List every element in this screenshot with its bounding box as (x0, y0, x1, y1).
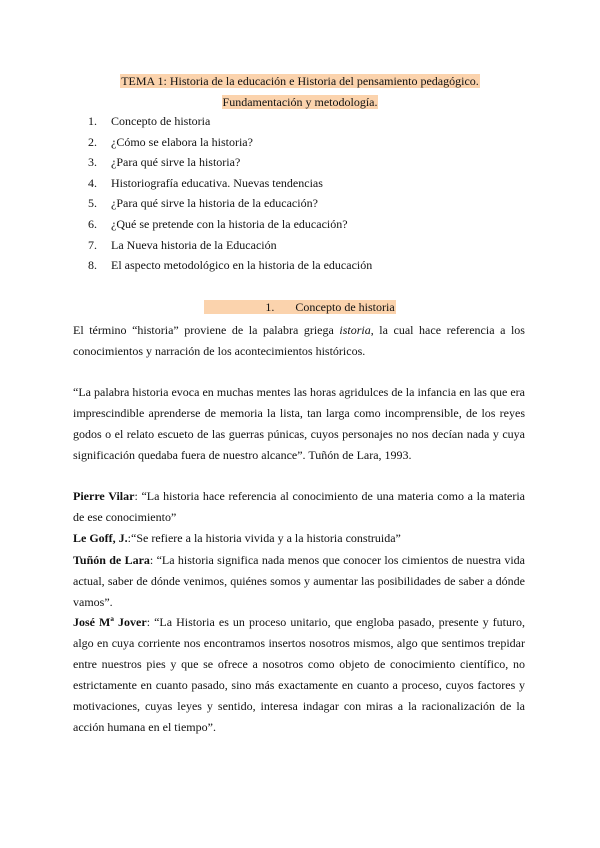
author-name: Pierre Vilar (73, 489, 135, 503)
author-name: José Mª Jover (73, 615, 147, 629)
author-name: Tuñón de Lara (73, 553, 150, 567)
greek-term: istoria (339, 323, 371, 337)
table-of-contents (88, 111, 372, 276)
toc-item: 3. ¿Para qué sirve la historia? (88, 155, 241, 170)
toc-item: 4. Historiografía educativa. Nuevas tendencias (88, 175, 323, 190)
toc-item: 8. El aspecto metodológico en la historia de la educación (88, 258, 373, 273)
section-number: 1. (265, 300, 275, 314)
section-heading (0, 297, 600, 318)
title-line-2: Fundamentación y metodología. (222, 95, 378, 109)
quote-paragraph: “La palabra historia evoca en muchas mentes las horas agridulces de la infancia en las que era imprescindible aprenderse de memoria la lista, tan larga como incomprensible, de los reyes godos o el relato escueto de las guerras púnicas, cuyos personajes no nos decían nada y cuya significación quedaba fuera de nuestro alcance”. Tuñón de Lara, 1993. (73, 385, 525, 462)
definition-tunon: Tuñón de Lara: “La historia significa nada menos que conocer los cimientos de nuestra vida actual, saber de dónde venimos, quiénes somos y aumentar las posibilidades de saber a dónde vamos”. (73, 553, 525, 609)
toc-item: 1. Concepto de historia (88, 114, 211, 128)
author-name: Le Goff, J. (73, 531, 128, 545)
intro-paragraph: El término “historia” proviene de la palabra griega istoria, la cual hace referencia a los conocimientos y narración de los acontecimientos históricos. (73, 323, 525, 358)
title-line-1: TEMA 1: Historia de la educación e Historia del pensamiento pedagógico. (121, 74, 479, 88)
toc-item: 5. ¿Para qué sirve la historia de la educación? (88, 196, 318, 211)
definition-legoff: Le Goff, J.:“Se refiere a la historia vivida y a la historia construida” (73, 531, 401, 545)
toc-item: 2. ¿Cómo se elabora la historia? (88, 134, 253, 149)
document-title (0, 71, 600, 113)
section-title: Concepto de historia (295, 300, 395, 314)
toc-item: 6. ¿Qué se pretende con la historia de la educación? (88, 216, 348, 231)
toc-item: 7. La Nueva historia de la Educación (88, 237, 277, 252)
definition-jover: José Mª Jover: “La Historia es un proceso unitario, que engloba pasado, presente y futuro, algo en cuya corriente nos encontramos insertos nosotros mismos, algo que sentimos trepidar entre nuestros pies y que se ofrece a nosotros como objeto de conocimiento científico, no estrictamente en cuanto pasado, sino más exactamente en cuanto a proceso, cuyos factores y motivaciones, cuyas leyes y sentido, interesa indagar con miras a la racionalización de la acción humana en el tiempo”. (73, 615, 525, 734)
definition-vilar: Pierre Vilar: “La historia hace referencia al conocimiento de una materia como a la materia de ese conocimiento” (73, 489, 526, 524)
